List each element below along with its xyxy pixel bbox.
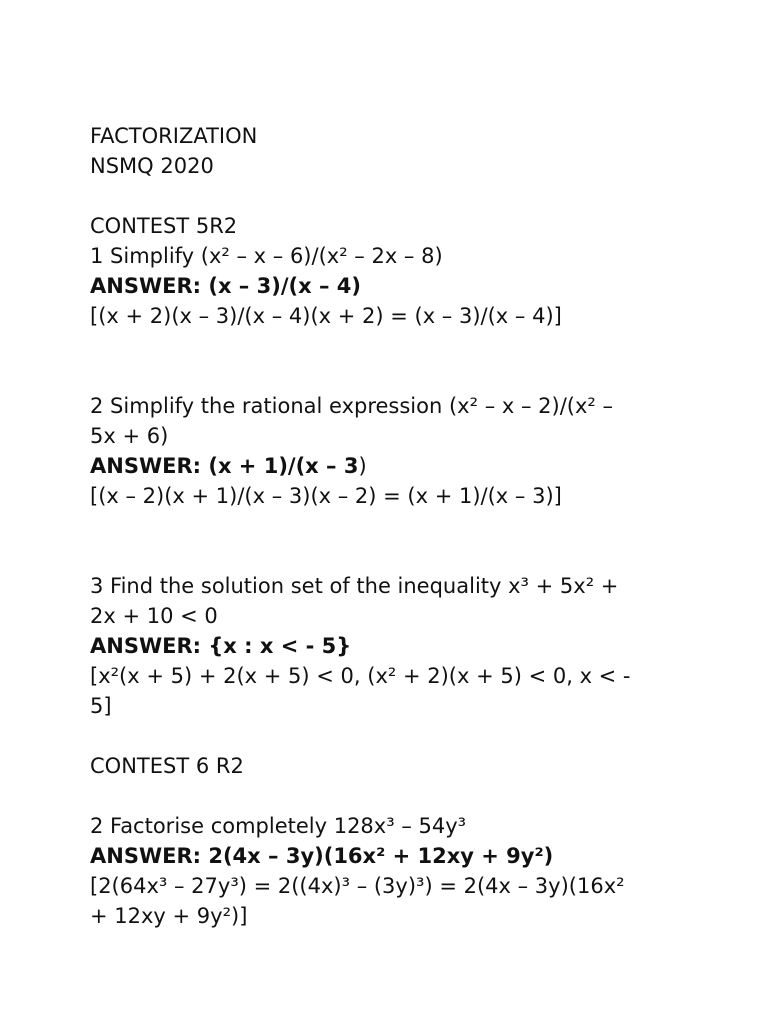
question-3-line-2: 2x + 10 < 0 <box>90 604 218 628</box>
working-factorise-line-2: + 12xy + 9y²)] <box>90 904 248 928</box>
working-1: [(x + 2)(x – 3)/(x – 4)(x + 2) = (x – 3)/(x – 4)] <box>90 304 562 328</box>
answer-2 <box>90 451 690 481</box>
document-title: FACTORIZATION <box>90 124 258 148</box>
document-page <box>90 121 690 931</box>
answer-3: ANSWER: {x : x < - 5} <box>90 634 352 658</box>
document-subtitle: NSMQ 2020 <box>90 154 214 178</box>
answer-2-tail: ) <box>358 454 367 478</box>
question-1: 1 Simplify (x² – x – 6)/(x² – 2x – 8) <box>90 244 443 268</box>
answer-1: ANSWER: (x – 3)/(x – 4) <box>90 274 361 298</box>
question-2-line-2: 5x + 6) <box>90 424 169 448</box>
working-3-line-1: [x²(x + 5) + 2(x + 5) < 0, (x² + 2)(x + 5) < 0, x < - <box>90 664 631 688</box>
working-factorise-line-1: [2(64x³ – 27y³) = 2((4x)³ – (3y)³) = 2(4x – 3y)(16x² <box>90 874 625 898</box>
answer-factorise: ANSWER: 2(4x – 3y)(16x² + 12xy + 9y²) <box>90 844 554 868</box>
question-3-line-1: 3 Find the solution set of the inequality x³ + 5x² + <box>90 574 619 598</box>
working-3-line-2: 5] <box>90 694 112 718</box>
answer-2-bold: ANSWER: (x + 1)/(x – 3 <box>90 454 359 478</box>
contest-heading: CONTEST 5R2 <box>90 214 238 238</box>
question-2-line-1: 2 Simplify the rational expression (x² – x – 2)/(x² – <box>90 394 613 418</box>
working-2: [(x – 2)(x + 1)/(x – 3)(x – 2) = (x + 1)/(x – 3)] <box>90 484 562 508</box>
question-factorise: 2 Factorise completely 128x³ – 54y³ <box>90 814 467 838</box>
contest-heading-2: CONTEST 6 R2 <box>90 754 244 778</box>
